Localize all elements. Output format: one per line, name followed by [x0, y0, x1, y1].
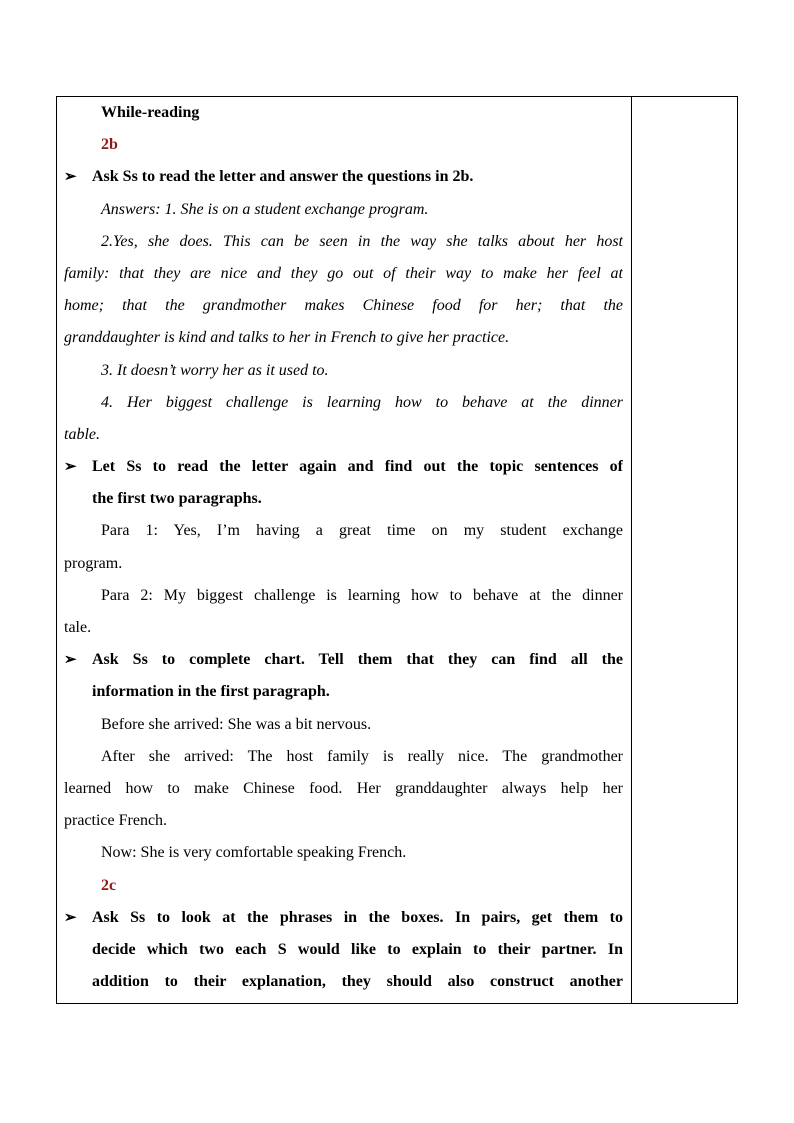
para-1-line: program. [64, 554, 123, 572]
answer-2-line: granddaughter is kind and talks to her in French to give her practice. [64, 329, 510, 347]
main-cell [64, 97, 623, 998]
bullet-text: Ask Ss to read the letter and answer the questions in 2b. [92, 168, 474, 186]
lesson-table [56, 96, 738, 1004]
answer-2-line: 2.Yes, she does. This can be seen in the way she talks about her host [101, 232, 623, 250]
bullet-text-cont: decide which two each S would like to explain to their partner. In [92, 940, 623, 958]
bullet-text-cont: information in the first paragraph. [92, 683, 330, 701]
answer-2-line: home; that the grandmother makes Chinese food for her; that the [64, 297, 623, 315]
arrow-bullet-icon: ➢ [64, 652, 77, 669]
answer-1: Answers: 1. She is on a student exchange program. [101, 200, 429, 218]
subsection-2c: 2c [101, 876, 117, 894]
bullet-item-1 [64, 161, 623, 193]
para-1-line: Para 1: Yes, I’m having a great time on my student exchange [101, 522, 623, 540]
arrow-bullet-icon: ➢ [64, 909, 77, 926]
bullet-item-4 [64, 902, 623, 934]
answer-3: 3. It doesn’t worry her as it used to. [101, 361, 329, 379]
chart-now: Now: She is very comfortable speaking French. [101, 844, 407, 862]
answer-4-line: table. [64, 425, 100, 443]
column-divider [631, 97, 632, 1003]
arrow-bullet-icon: ➢ [64, 169, 77, 186]
bullet-item-2 [64, 451, 623, 483]
bullet-text: Ask Ss to look at the phrases in the boxes. In pairs, get them to [92, 908, 623, 926]
bullet-item-3 [64, 644, 623, 676]
subsection-2b: 2b [101, 136, 118, 154]
section-title: While-reading [101, 104, 200, 121]
chart-after-line: practice French. [64, 812, 168, 830]
bullet-text-cont: addition to their explanation, they should also construct another [92, 973, 623, 991]
chart-after-line: After she arrived: The host family is really nice. The grandmother [101, 747, 623, 765]
bullet-text: Let Ss to read the letter again and find out the topic sentences of [92, 458, 623, 476]
bullet-text: Ask Ss to complete chart. Tell them that they can find all the [92, 651, 623, 669]
chart-before: Before she arrived: She was a bit nervous. [101, 715, 372, 733]
para-2-line: Para 2: My biggest challenge is learning how to behave at the dinner [101, 586, 623, 604]
arrow-bullet-icon: ➢ [64, 459, 77, 476]
answer-2-line: family: that they are nice and they go out of their way to make her feel at [64, 264, 623, 282]
answer-4-line: 4. Her biggest challenge is learning how to behave at the dinner [101, 393, 623, 411]
para-2-line: tale. [64, 619, 92, 636]
bullet-text-cont: the first two paragraphs. [92, 490, 262, 508]
chart-after-line: learned how to make Chinese food. Her granddaughter always help her [64, 779, 623, 797]
